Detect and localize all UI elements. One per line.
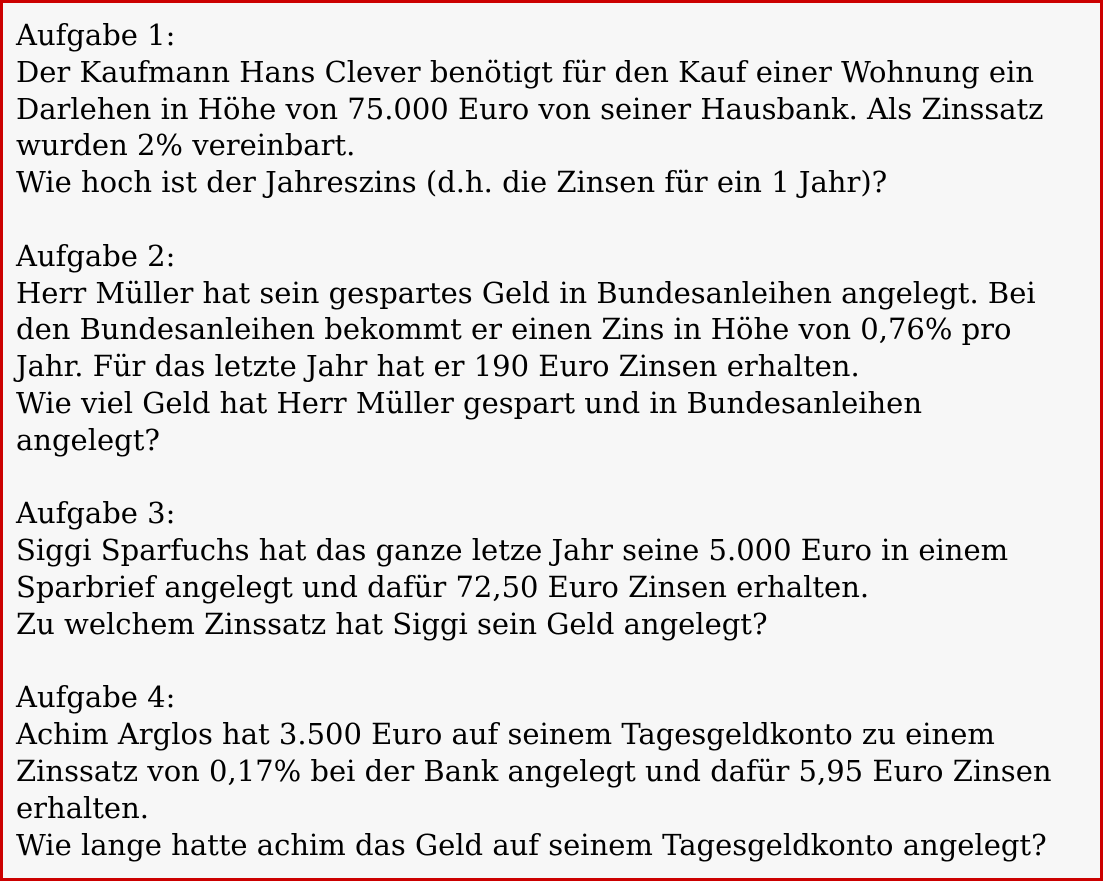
task-text-line: Sparbrief angelegt und dafür 72,50 Euro Zinsen erhalten. <box>16 569 870 604</box>
task-heading: Aufgabe 1: <box>16 18 176 52</box>
task-text-line: Der Kaufmann Hans Clever benötigt für den Kauf einer Wohnung ein <box>16 54 1035 89</box>
task-text-line: Siggi Sparfuchs hat das ganze letze Jahr seine 5.000 Euro in einem <box>16 533 1009 568</box>
task-3 <box>16 495 1102 642</box>
task-text-line: Herr Müller hat sein gespartes Geld in Bundesanleihen angelegt. Bei <box>16 275 1036 310</box>
worksheet-content <box>16 17 1102 863</box>
task-2 <box>16 238 1102 459</box>
task-heading: Aufgabe 2: <box>16 238 176 273</box>
task-text-line: wurden 2% vereinbart. <box>16 128 356 163</box>
task-question: Zu welchem Zinssatz hat Siggi sein Geld angelegt? <box>16 606 768 641</box>
task-text-line: erhalten. <box>16 790 149 825</box>
task-1 <box>16 17 1102 201</box>
task-question: Wie viel Geld hat Herr Müller gespart und in Bundesanleihen <box>16 385 923 420</box>
task-text-line: Darlehen in Höhe von 75.000 Euro von seiner Hausbank. Als Zinssatz <box>16 91 1044 126</box>
task-question: Wie lange hatte achim das Geld auf seinem Tagesgeldkonto angelegt? <box>16 827 1047 862</box>
task-4 <box>16 679 1102 863</box>
task-text-line: Achim Arglos hat 3.500 Euro auf seinem Tagesgeldkonto zu einem <box>16 717 995 752</box>
task-text-line: Zinssatz von 0,17% bei der Bank angelegt und dafür 5,95 Euro Zinsen <box>16 753 1052 788</box>
task-question: angelegt? <box>16 422 160 457</box>
task-question: Wie hoch ist der Jahreszins (d.h. die Zinsen für ein 1 Jahr)? <box>16 165 888 200</box>
task-heading: Aufgabe 3: <box>16 496 176 531</box>
task-text-line: Jahr. Für das letzte Jahr hat er 190 Euro Zinsen erhalten. <box>16 349 860 384</box>
task-heading: Aufgabe 4: <box>16 680 176 715</box>
task-text-line: den Bundesanleihen bekommt er einen Zins in Höhe von 0,76% pro <box>16 312 1012 347</box>
